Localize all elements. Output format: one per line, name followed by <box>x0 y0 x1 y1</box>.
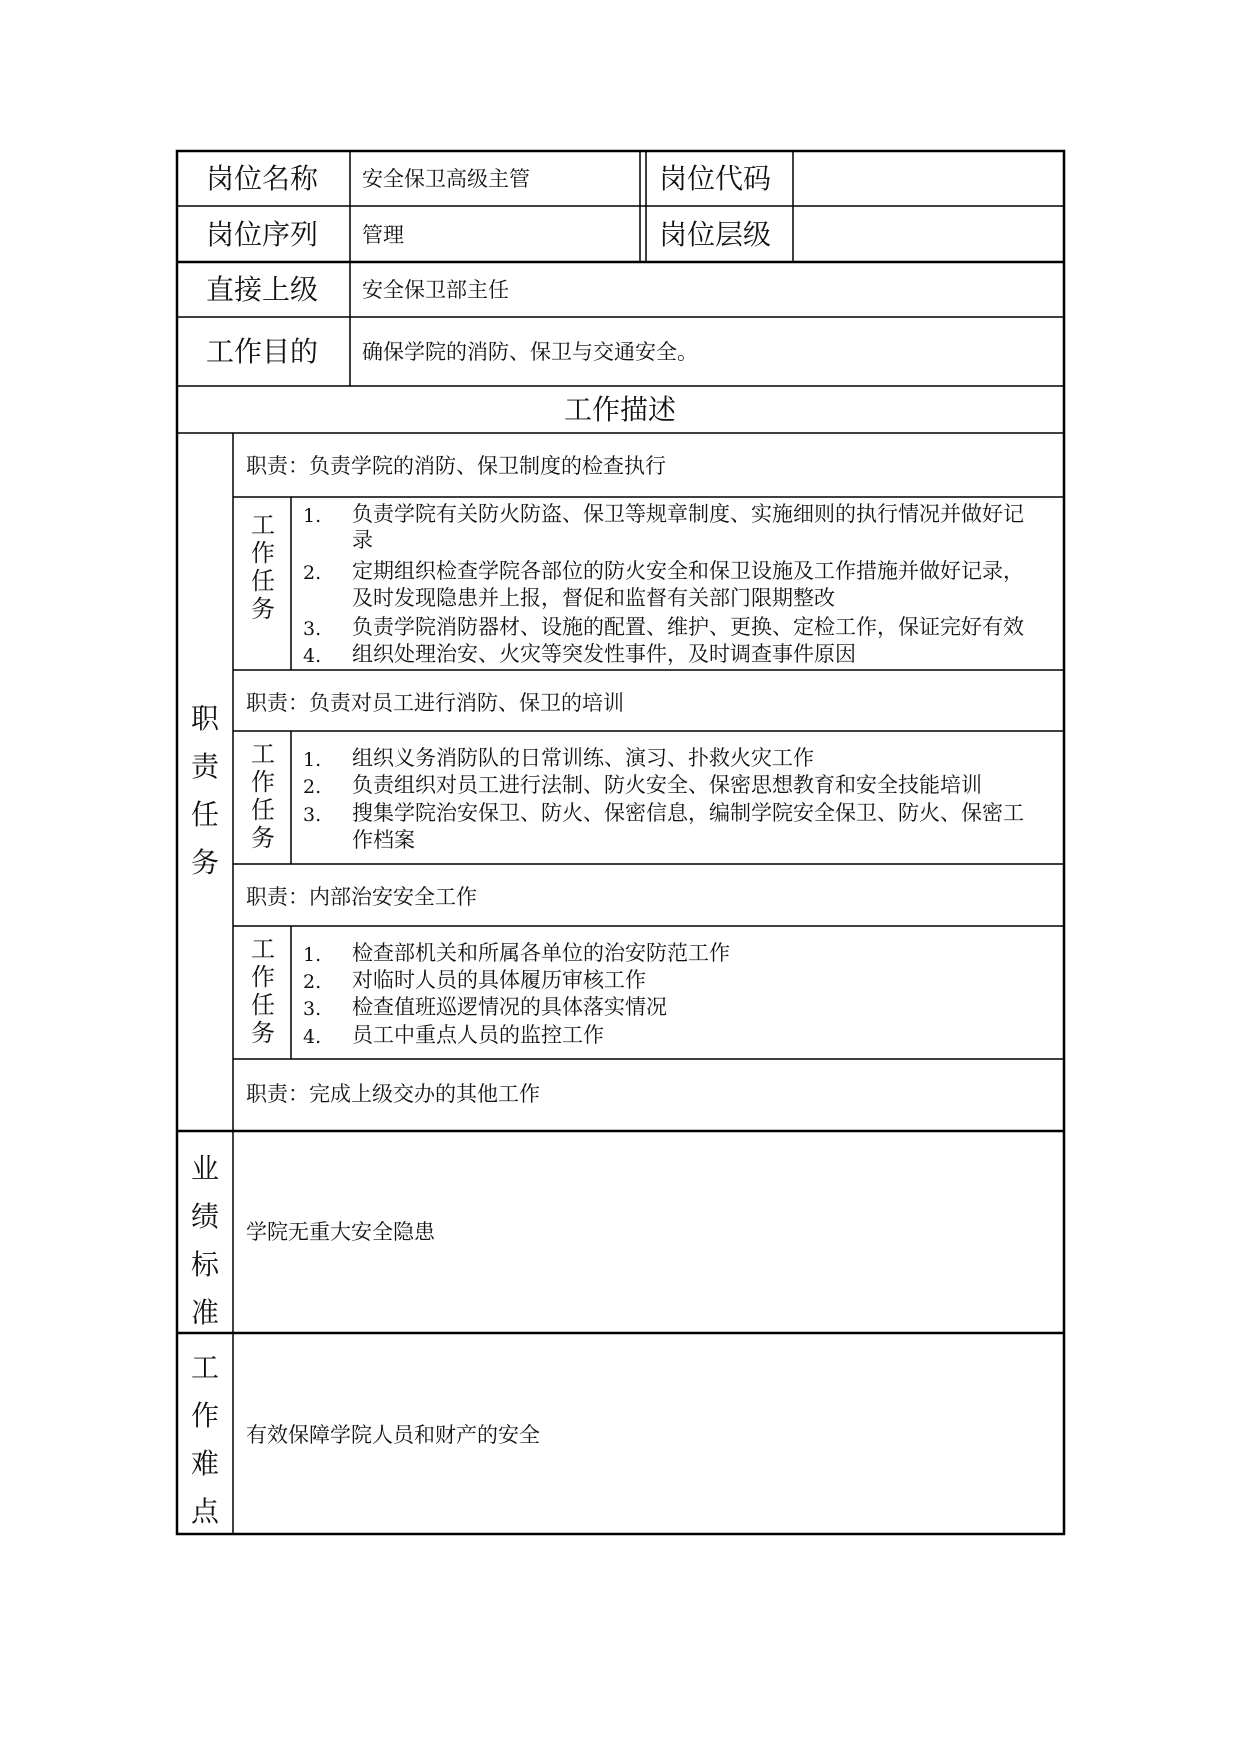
task-line: 检查值班巡逻情况的具体落实情况 <box>352 995 667 1019</box>
task-number: 2. <box>303 562 322 584</box>
task-line: 录 <box>352 528 373 552</box>
difficulty-value: 有效保障学院人员和财产的安全 <box>246 1423 540 1447</box>
task-number: 1. <box>303 944 322 966</box>
description-title: 工作描述 <box>564 393 677 426</box>
task-line: 定期组织检查学院各部位的防火安全和保卫设施及工作措施并做好记录， <box>352 559 1024 583</box>
task-line: 检查部机关和所属各单位的治安防范工作 <box>352 941 730 965</box>
task-number: 4. <box>303 1026 322 1048</box>
performance-side-label: 业绩标准 <box>190 1152 219 1329</box>
performance-value: 学院无重大安全隐患 <box>246 1220 435 1244</box>
purpose-label: 工作目的 <box>206 335 319 368</box>
task-number: 2. <box>303 971 322 993</box>
position-series-label: 岗位序列 <box>206 218 319 251</box>
position-code-label: 岗位代码 <box>659 162 772 195</box>
task-side-label: 工作任务 <box>251 740 275 852</box>
task-number: 3. <box>303 998 322 1020</box>
task-line: 搜集学院治安保卫、防火、保密信息，编制学院安全保卫、防火、保密工 <box>352 801 1024 825</box>
task-number: 2. <box>303 776 322 798</box>
task-number: 1. <box>303 749 322 771</box>
task-line: 负责学院有关防火防盗、保卫等规章制度、实施细则的执行情况并做好记 <box>352 502 1024 526</box>
position-name-label: 岗位名称 <box>206 162 319 195</box>
task-line: 作档案 <box>352 828 415 852</box>
difficulty-side-label: 工作难点 <box>190 1351 219 1528</box>
duty-title: 职责：完成上级交办的其他工作 <box>246 1082 540 1106</box>
duty-title: 职责：内部治安安全工作 <box>246 885 477 909</box>
duty-title: 职责：负责学院的消防、保卫制度的检查执行 <box>246 454 666 478</box>
task-side-label: 工作任务 <box>251 511 275 623</box>
superior-label: 直接上级 <box>206 273 319 306</box>
task-line: 负责组织对员工进行法制、防火安全、保密思想教育和安全技能培训 <box>352 773 982 797</box>
position-name-value: 安全保卫高级主管 <box>362 167 530 191</box>
purpose-value: 确保学院的消防、保卫与交通安全。 <box>362 340 698 364</box>
position-level-label: 岗位层级 <box>659 218 772 251</box>
task-number: 1. <box>303 505 322 527</box>
task-side-label: 工作任务 <box>251 935 275 1047</box>
task-line: 员工中重点人员的监控工作 <box>352 1023 604 1047</box>
task-line: 及时发现隐患并上报，督促和监督有关部门限期整改 <box>352 586 835 610</box>
task-line: 组织义务消防队的日常训练、演习、扑救火灾工作 <box>352 746 814 770</box>
duty-title: 职责：负责对员工进行消防、保卫的培训 <box>246 691 624 715</box>
position-series-value: 管理 <box>362 223 404 247</box>
superior-value: 安全保卫部主任 <box>362 278 509 302</box>
duties-side-label: 职责任务 <box>190 702 219 879</box>
task-number: 4. <box>303 645 322 667</box>
task-number: 3. <box>303 618 322 640</box>
task-number: 3. <box>303 804 322 826</box>
task-line: 负责学院消防器材、设施的配置、维护、更换、定检工作，保证完好有效 <box>352 615 1024 639</box>
task-line: 对临时人员的具体履历审核工作 <box>352 968 646 992</box>
task-line: 组织处理治安、火灾等突发性事件，及时调查事件原因 <box>352 642 856 666</box>
